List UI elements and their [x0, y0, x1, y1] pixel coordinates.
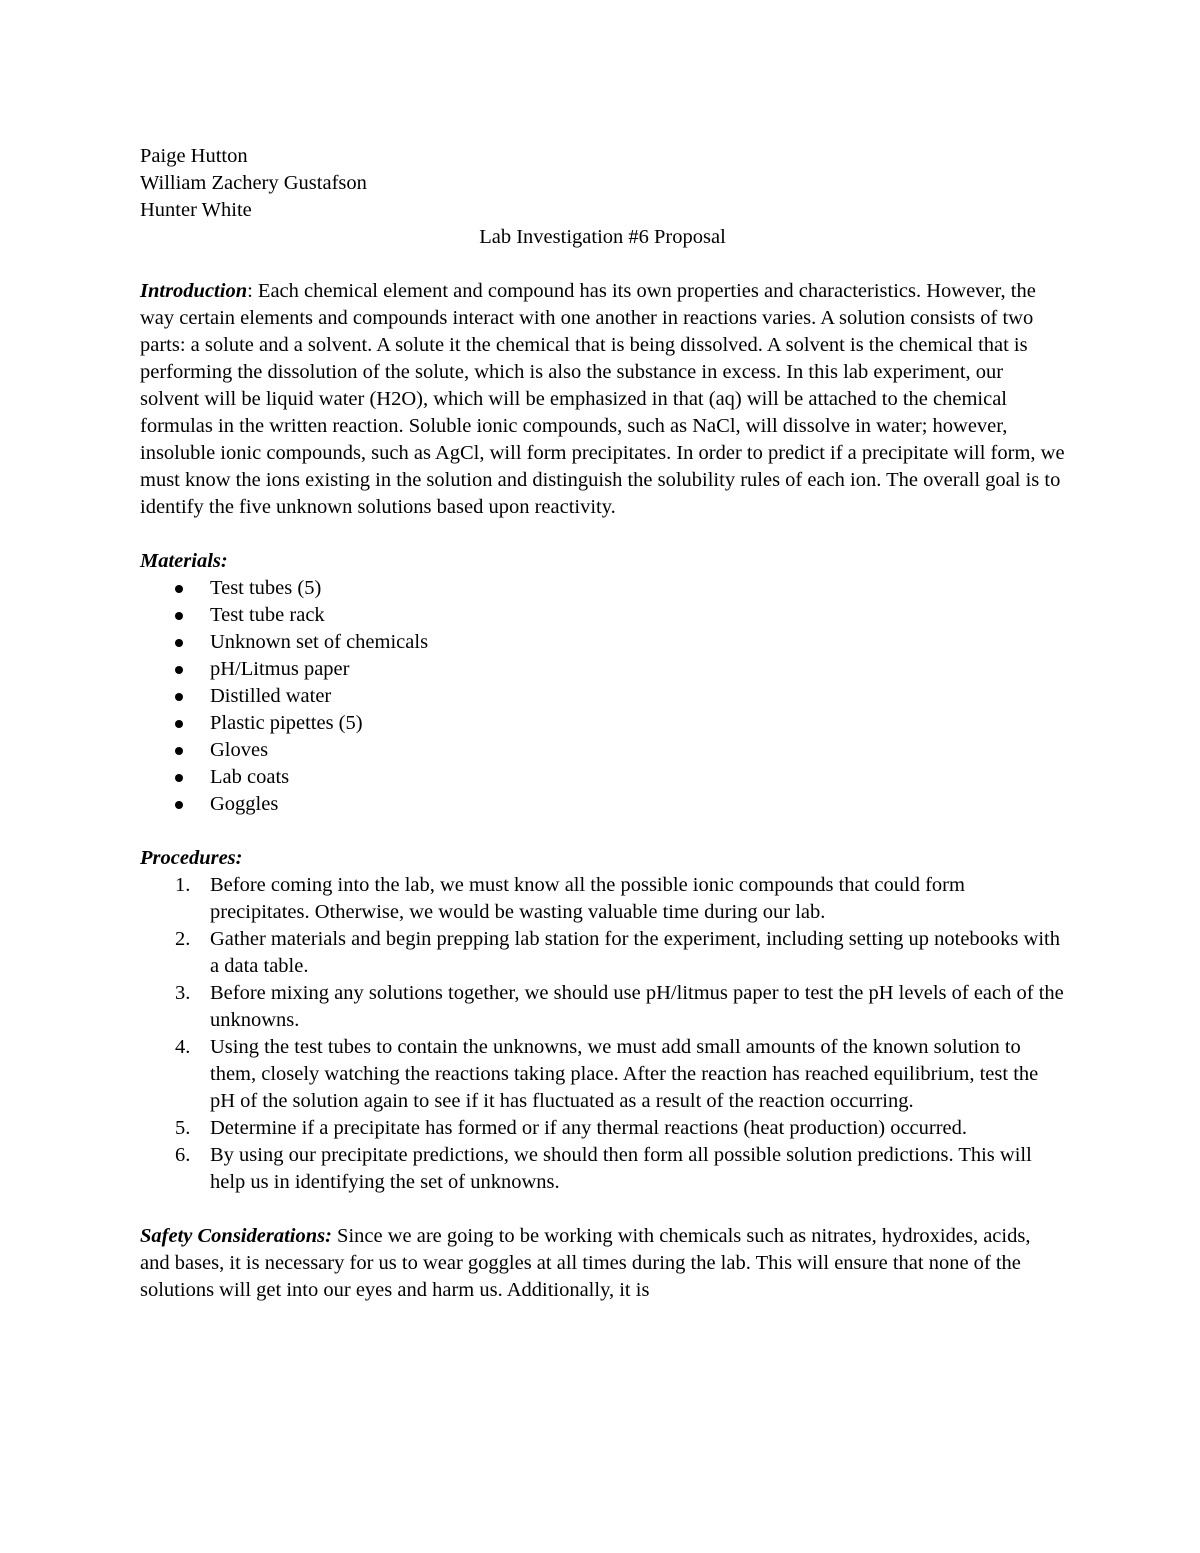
safety-paragraph [140, 1223, 1065, 1304]
procedures-heading: Procedures: [140, 847, 243, 869]
procedures-list [140, 872, 1065, 1196]
author-name: Paige Hutton [140, 145, 248, 167]
step-text: By using our precipitate predictions, we should then form all possible solution predictions. This will help us in identifying the set of unknowns. [210, 1144, 1032, 1193]
list-item [140, 1034, 1065, 1115]
list-item: Goggles [140, 791, 1065, 818]
materials-heading: Materials: [140, 550, 228, 572]
step-number: 3. [175, 982, 191, 1004]
list-item: Gloves [140, 737, 1065, 764]
materials-list [140, 575, 1065, 818]
bullet-icon [175, 801, 183, 809]
step-number: 2. [175, 928, 191, 950]
author-name: Hunter White [140, 199, 252, 221]
bullet-icon [175, 612, 183, 620]
bullet-icon [175, 585, 183, 593]
list-item: Test tube rack [140, 602, 1065, 629]
introduction-paragraph [140, 278, 1065, 521]
step-text: Gather materials and begin prepping lab station for the experiment, including setting up notebooks with a data table. [210, 928, 1060, 977]
step-text: Determine if a precipitate has formed or if any thermal reactions (heat production) occurred. [210, 1117, 968, 1139]
step-number: 1. [175, 874, 191, 896]
list-item: Distilled water [140, 683, 1065, 710]
list-item: pH/Litmus paper [140, 656, 1065, 683]
document-page [140, 143, 1065, 1304]
bullet-icon [175, 747, 183, 755]
list-item: Plastic pipettes (5) [140, 710, 1065, 737]
introduction-heading: Introduction [140, 280, 248, 302]
list-item [140, 872, 1065, 926]
step-text: Before coming into the lab, we must know all the possible ionic compounds that could form precipitates. Otherwise, we would be wasting valuable time during our lab. [210, 874, 965, 923]
bullet-icon [175, 666, 183, 674]
bullet-icon [175, 720, 183, 728]
list-item: Unknown set of chemicals [140, 629, 1065, 656]
document-title: Lab Investigation #6 Proposal [479, 226, 726, 248]
step-text: Before mixing any solutions together, we should use pH/litmus paper to test the pH levels of each of the unknowns. [210, 982, 1064, 1031]
list-item [140, 980, 1065, 1034]
step-number: 5. [175, 1117, 191, 1139]
list-item [140, 1115, 1065, 1142]
step-number: 4. [175, 1036, 191, 1058]
step-number: 6. [175, 1144, 191, 1166]
author-name: William Zachery Gustafson [140, 172, 367, 194]
bullet-icon [175, 639, 183, 647]
list-item [140, 1142, 1065, 1196]
introduction-text: : Each chemical element and compound has its own properties and characteristics. However, the way certain elements and compounds interact with one another in reactions varies. A solution consists of two parts: a solute and a solvent. A solute it the chemical that is being dissolved. A solvent is the chemical that is performing the dissolution of the solute, which is also the substance in excess. In this lab experiment, our solvent will be liquid water (H2O), which will be emphasized in that (aq) will be attached to the chemical formulas in the written reaction. Soluble ionic compounds, such as NaCl, will dissolve in water; however, insoluble ionic compounds, such as AgCl, will form precipitates. In order to predict if a precipitate will form, we must know the ions existing in the solution and distinguish the solubility rules of each ion. The overall goal is to identify the five unknown solutions based upon reactivity. [140, 280, 1065, 518]
bullet-icon [175, 774, 183, 782]
list-item: Test tubes (5) [140, 575, 1065, 602]
list-item [140, 926, 1065, 980]
step-text: Using the test tubes to contain the unknowns, we must add small amounts of the known solution to them, closely watching the reactions taking place. After the reaction has reached equilibrium, test the pH of the solution again to see if it has fluctuated as a result of the reaction occurring. [210, 1036, 1039, 1112]
list-item: Lab coats [140, 764, 1065, 791]
bullet-icon [175, 693, 183, 701]
safety-heading: Safety Considerations: [140, 1225, 332, 1247]
safety-text: Since we are going to be working with chemicals such as nitrates, hydroxides, acids, and bases, it is necessary for us to wear goggles at all times during the lab. This will ensure that none of the solutions will get into our eyes and harm us. Additionally, it is [140, 1225, 1031, 1301]
